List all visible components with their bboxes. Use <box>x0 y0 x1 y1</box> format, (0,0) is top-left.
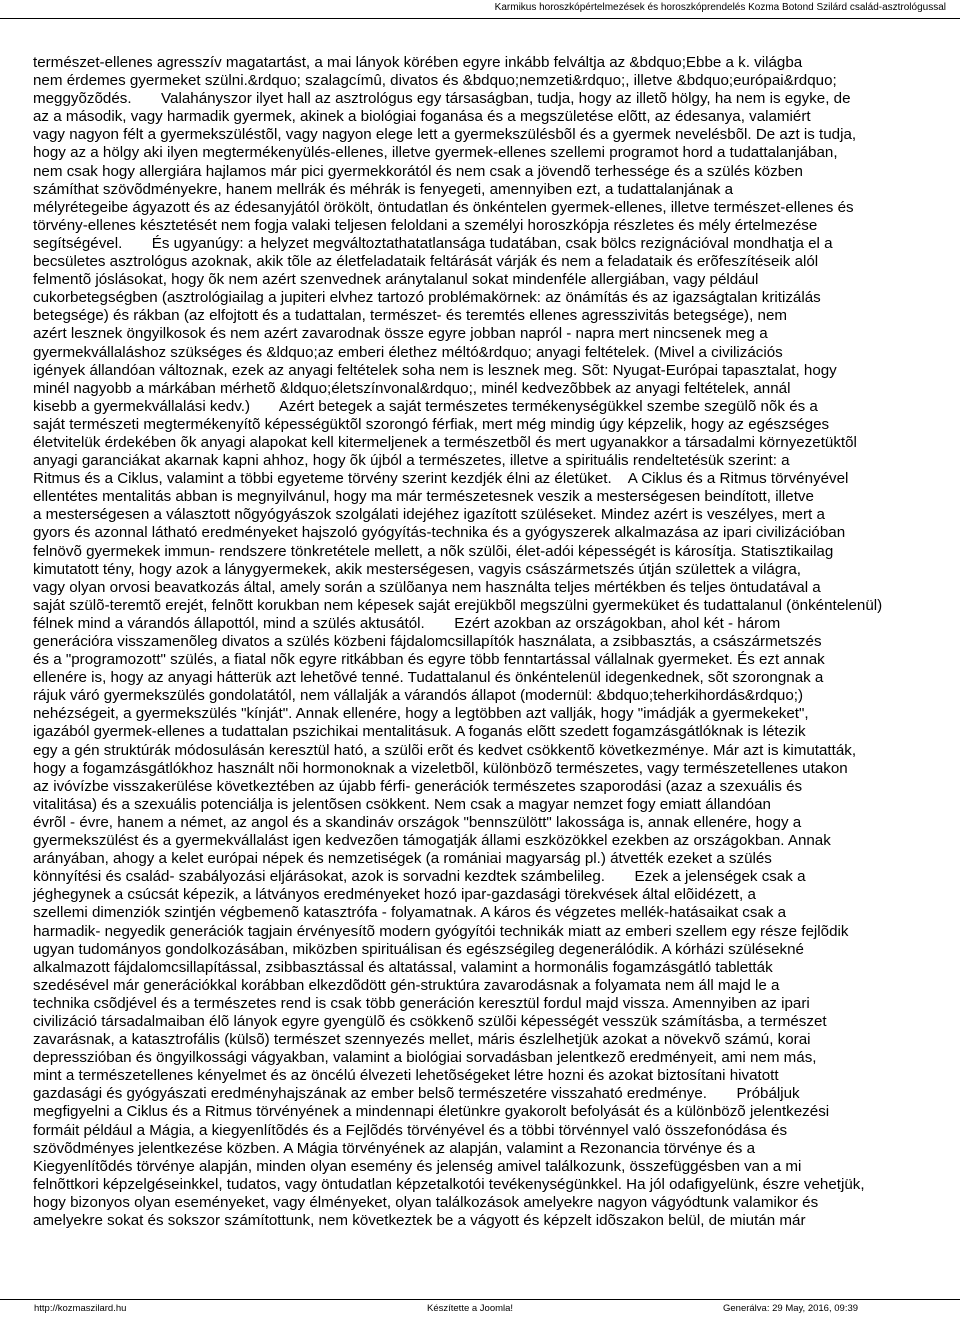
article-line: rájuk váró gyermekszülés gondolatától, nem vállalják a várandós állapot (modernül: &bdquo;teherkihordás&rdquo;) <box>33 687 804 705</box>
article-line: igazából gyermek-ellenes a tudattalan pszichikai mentalitásuk. A foganás elõtt szedett fogamzásgátlóknak is létezik <box>33 723 806 741</box>
article-line: gazdasági és gyógyászati eredményhajszának az ember belsõ természetére visszaható eredménye. Próbáljuk <box>33 1085 800 1103</box>
footer-made-with: Készítette a Joomla! <box>427 1303 514 1314</box>
site-title: Karmikus horoszkópértelmezések és horoszkóprendelés Kozma Botond Szilárd család-asztrológussal <box>494 2 946 13</box>
article-line: segítségével. És ugyanúgy: a helyzet megváltoztathatatlansága tudatában, csak bölcs rezignációval mondhatja el a <box>33 234 833 252</box>
article-line: ellenére is, hogy az anyagi hátterük azt lehetõvé tenné. Tudattalanul és önkéntelenül idegenkednek, sõt szorongnak a <box>33 669 824 687</box>
article-line: Ritmus és a Ciklus, valamint a többi egyeteme törvény szerint kezdjék élni az életüket. A Ciklus és a Ritmus törvényével <box>33 470 849 488</box>
article-line: harmadik- negyedik generációk tagjain érvényesítõ modern gyógyítói technikák miatt az emberi szellem egy része fejlõdik <box>33 922 849 940</box>
article-line: igények állandóan változnak, ezek az anyagi feltételek soha nem is lesznek meg. Sõt: Nyugat-Európai tapasztalat, hogy <box>33 361 837 379</box>
article-line: ugyan tudományos gondolkozásában, miközben spirituálisan és egészségileg degenerálódik. A kórházi szülésekné <box>33 940 804 958</box>
article-line: kimutatott tény, hogy azok a lánygyermekek, akik mesterségesen, vagyis császármetszés útján születtek a világra, <box>33 560 801 578</box>
article-line: betegsége) és rákban (az elfojtott és a tudattalan, természet- és teremtés ellenes agresszivitás betegsége), nem <box>33 307 788 325</box>
footer-site-url[interactable]: http://kozmaszilard.hu <box>34 1303 127 1314</box>
article-line: depresszióban és öngyilkossági vágyakban, valamint a biológiai sorvadásban jelentkezõ eredményeit, ami nem más, <box>33 1049 817 1067</box>
article-line: felnövõ gyermekek immun- rendszere tönkretétele mellett, a nõk szülõi, élet-adói képességét is károsítja. Statisztikailag <box>33 542 834 560</box>
article-line: jéghegynek a csúcsát képezik, a látványos eredményeket hozó ipar-gazdasági törekvések által elõidézett, a <box>33 886 756 904</box>
article-line: formáit például a Mágia, a kiegyenlítõdés és a Fejlõdés törvényével és a többi törvénnyel való összefonódása és <box>33 1121 788 1139</box>
article-line: becsületes asztrológus azoknak, akik tõle az életfeladataik feltárását várják és nem a feladataik és erõfeszítéseik alól <box>33 253 819 271</box>
article-line: cukorbetegségben (asztrológiailag a jupiteri elvhez tartozó problémakörnek: az önámítás és az igazságtalan kritizálás <box>33 289 821 307</box>
article-line: gyermekszülést és a gyermekvállalást igen kedvezõen támogatják állami eszközökkel ezekben az országokban. Annak <box>33 832 831 850</box>
footer-generated-date: Generálva: 29 May, 2016, 09:39 <box>723 1303 859 1314</box>
article-line: hogy bizonyos olyan eseményeket, vagy élményeket, olyan találkozások amelyekre nagyon vágyódtunk valamikor és <box>33 1193 819 1211</box>
article-line: kisebb a gyermekvállalási kedv.) Azért betegek a saját természetes termékenységükkel szembe szegülõ nõk és a <box>33 397 818 415</box>
article-line: egy a gén struktúrák módosulásán keresztül ható, a szülõi erõt és kedvet csökkentõ következménye. Már azt is kimutatták, <box>33 741 857 759</box>
article-body <box>33 54 960 1230</box>
article-line: saját természeti megtermékenyítõ képességüktõl szorongó férfiak, mert még mindig úgy képzelik, hogy az egészséges <box>33 415 830 433</box>
article-line: szedésével már generációkkal korábban elkezdõdött gén-struktúra zavarodásnak a folyamata nem áll majd le a <box>33 976 780 994</box>
article-line: azért lesznek öngyilkosok és nem azért zavarodnak össze egyre jobban napról - napra mert nincsenek meg a <box>33 325 768 343</box>
article-line: felmentõ jóslásokat, hogy õk nem azért szenvednek aránytalanul sokat mindenféle allergiában, vagy például <box>33 271 759 289</box>
article-line: civilizáció társadalmaiban élõ lányok egyre gyengülõ és csökkenõ szülõi képességét vesszük számításba, a természet <box>33 1012 827 1030</box>
article-line: minél nagyobb a márkában mérhetõ &ldquo;életszínvonal&rdquo;, minél kedvezõbbek az anyagi feltételek, annál <box>33 379 791 397</box>
article-line: saját szülõ-teremtõ erejét, felnõtt korukban nem képesek saját erejükbõl megszülni gyermeküket és tudattalanul (önkéntelenül) <box>33 596 883 614</box>
article-line: generációra visszamenõleg divatos a szülés közbeni fájdalomcsillapítók használata, a zsibbasztás, a császármetszés <box>33 633 822 650</box>
article-line: az a második, vagy harmadik gyermek, akinek a biológiai foganása és a megszületése elõtt, az édesanya, valamiért <box>33 108 811 126</box>
article-line: természet-ellenes agresszív magatartást, a mai lányok körében egyre inkább felváltja az &bdquo;Ebbe a k. világba <box>33 54 803 71</box>
article-line: technika csõdjével és a természetes rend is csak több generáción keresztül fordul majd vissza. Amennyiben az ipari <box>33 994 810 1012</box>
article-line: félnek mind a várandós állapottól, mind a szülés aktusától. Ezért azokban az országokban, ahol két - három <box>33 614 781 632</box>
article-line: anyagi garanciákat akarnak kapni ahhoz, hogy õk újból a természetes, illetve a spirituális rendeltetésük szerint: a <box>33 452 790 470</box>
article-line: ellentétes mentalitás abban is megnyilvánul, hogy ma már természetesnek veszik a mesterségesen beindított, illetve <box>33 488 814 506</box>
article-line: gyermekvállaláshoz szükséges és &ldquo;az emberi élethez méltó&rdquo; anyagi feltételek. (Mivel a civilizációs <box>33 343 783 361</box>
article-line: alkalmazott fájdalomcsillapítással, zsibbasztással és altatással, valamint a hormonális fogamzásgátló tabletták <box>33 958 773 976</box>
article-line: meggyõzõdés. Valahányszor ilyet hall az asztrológus egy társaságban, tudja, hogy az illetõ hölgy, ha nem is egyke, de <box>33 90 851 108</box>
page-header <box>0 0 960 19</box>
article-line: hogy a fogamzásgátlókhoz használt nõi hormonoknak a vizeletbõl, különbözõ természetes, vagy természetellenes utakon <box>33 759 848 777</box>
article-line: életvitelük érdekében õk anyagi alapokat kell kitermeljenek a természetbõl és mert ugyanakkor a társadalmi környezetüktõl <box>33 433 857 451</box>
article-line: nem csak hogy allergiára hajlamos már pici gyermekkorától és nem csak a jövendõ terhessége és a szülés közben <box>33 162 803 180</box>
article-line: könnyítési és család- szabályozási eljárásokat, azok is sorvadni kezdtek számbelileg. Ezek a jelenségek csak a <box>33 868 806 886</box>
article-line: és a "programozott" szülés, a fiatal nõk egyre ritkábban és egyre több fenntartással vállalnak gyermeket. És ezt annak <box>33 651 825 669</box>
page-footer <box>0 1299 960 1317</box>
article-line: felnõttkori képzelgéseinkkel, tudatos, vagy öntudatlan képzetalkotói tevékenységünkkel. Ha jól odafigyelünk, észre vehetjük, <box>33 1175 865 1193</box>
article-line: megfigyelni a Ciklus és a Ritmus törvényének a mindennapi életünkre gyakorolt befolyását és a különbözõ jelentkezési <box>33 1103 830 1121</box>
article-line: amelyekre sokat és sokszor számítottunk, nem következtek be a vágyott és képzelt idõszakon belül, de miután már <box>33 1212 806 1229</box>
article-line: törvény-ellenes késztetését nem fogja valaki teljesen feloldani a személyi horoszkópja részletes és mély értelmezése <box>33 216 818 234</box>
article-line: Kiegyenlítõdés törvénye alapján, minden olyan esemény és jelenség amivel találkozunk, összefüggésben van a mi <box>33 1157 802 1175</box>
article-line: vagy nagyon félt a gyermekszüléstõl, vagy nagyon elege lett a gyermekszülésbõl és a gyermek nevelésbõl. De azt is tudja, <box>33 126 857 144</box>
article-line: szövõdményes jelentkezése közben. A Mágia törvényének az alapján, valamint a Rezonancia törvénye és a <box>33 1139 756 1157</box>
article-line: mélyrétegeibe ágyazott és az édesanyjától örökölt, öntudatlan és önkéntelen gyermek-ellenes, illetve természet-ellenes és <box>33 198 854 216</box>
article-line: nem érdemes gyermeket szülni.&rdquo; szalagcímû, divatos és &bdquo;nemzeti&rdquo;, illetve &bdquo;európai&rdquo; <box>33 72 837 90</box>
article-line: mint a természetellenes kényelmet és az öncélú élvezeti lehetõségeket létre hozni és azokat biztosítani hivatott <box>33 1067 779 1085</box>
article-line: gyors és azonnal látható eredményeket hajszoló gyógyítás-technika és a gyógyszerek alkalmazása az ipari civilizációban <box>33 524 846 542</box>
article-line: vagy olyan orvosi beavatkozás által, amely során a szülõanya nem használta teljes mértékben és teljes öntudatával a <box>33 578 821 596</box>
article-line: az ivóvízbe visszakerülése következtében az újabb férfi- generációk természetes szaporodási (azaz a szexuális és <box>33 777 803 795</box>
article-line: vitalitása) és a szexuális potenciálja is jelentõsen csökkent. Nem csak a magyar nemzet fogy emiatt állandóan <box>33 795 771 813</box>
article-line: hogy az a hölgy aki ilyen megtermékenyülés-ellenes, illetve gyermek-ellenes szellemi programot hord a tudattalanjában, <box>33 144 838 162</box>
article-line: nehézségeit, a gyermekszülés "kínját". Annak ellenére, hogy a legtöbben azt vallják, hogy "imádják a gyermekeket", <box>33 705 809 723</box>
article-line: számíthat szövõdményekre, hanem mellrák és méhrák is fenyegeti, amennyiben ezt, a tudattalanjának a <box>33 180 734 198</box>
article-line: arányában, ahogy a kelet európai népek és nemzetiségek (a romániai magyarság pl.) átvették ezeket a szülés <box>33 850 772 868</box>
article-line: a mesterségesen a választott nõgyógyászok szolgálati idejéhez igazított szüléseket. Mindez azért is veszélyes, mert a <box>33 506 825 524</box>
article-line: szellemi dimenziók szintjén végbemenõ katasztrófa - folyamatnak. A káros és végzetes mellék-hatásaikat csak a <box>33 904 787 922</box>
article-line: évrõl - évre, hanem a német, az angol és a skandináv országok "bennszülött" lakossága is, annak ellenére, hogy a <box>33 813 802 831</box>
article-line: zavarásnak, a katasztrofális (külsõ) természet szennyezés mellet, máris észlelhetjük azokat a növekvõ számú, korai <box>33 1031 811 1049</box>
